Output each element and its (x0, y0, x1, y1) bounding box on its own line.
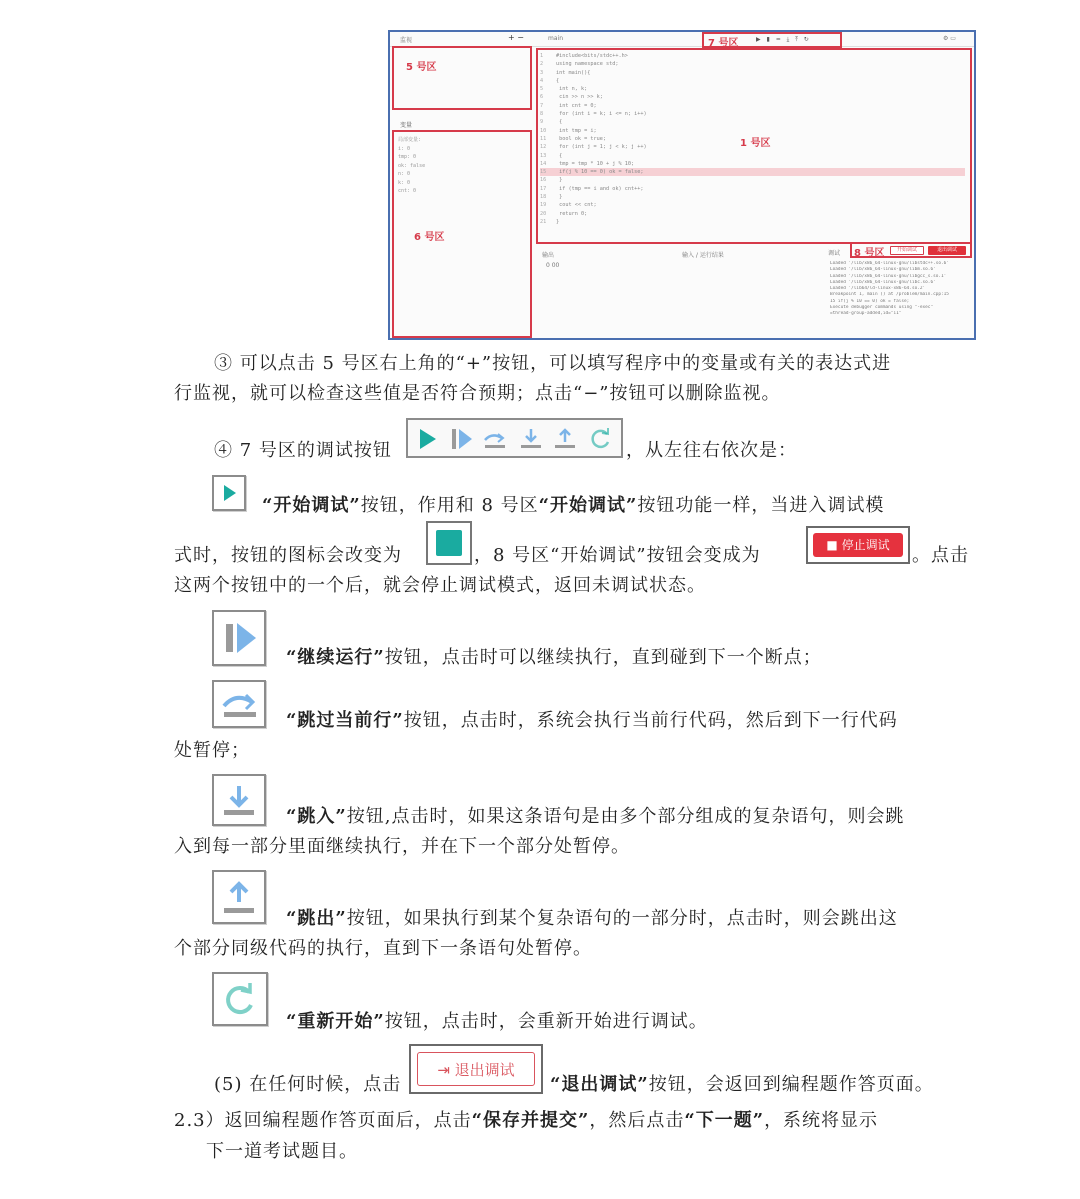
start-debug-line-1 (262, 491, 884, 521)
line-number[interactable]: 9 (540, 119, 544, 126)
exit-icon: ⇥ (437, 1061, 455, 1079)
zone-1-label: 1 号区 (740, 138, 771, 149)
code-text: int tmp = i; (556, 127, 597, 134)
code-line[interactable] (540, 52, 965, 60)
line-number[interactable]: 12 (540, 144, 547, 151)
line-number[interactable]: 11 (540, 135, 547, 142)
start-debug-desc-2: 按钮功能一样，当进入调试模 (637, 495, 885, 516)
variable-item[interactable]: tmp: 0 (398, 154, 417, 160)
line-number[interactable]: 20 (540, 210, 547, 217)
watch-panel-title: 监视 (400, 37, 413, 44)
step-into-name: “跳入” (286, 806, 347, 827)
line-number[interactable]: 19 (540, 202, 547, 209)
zone-7-label: 7 号区 (708, 38, 739, 49)
code-line[interactable] (540, 85, 965, 93)
code-line[interactable] (540, 201, 965, 209)
variable-item[interactable]: n: 0 (398, 171, 411, 177)
variable-item[interactable]: ok: false (398, 162, 426, 169)
step-2-3-prefix: 2.3）返回编程题作答页面后，点击 (174, 1110, 472, 1131)
variable-item[interactable]: cnt: 0 (398, 188, 417, 194)
para-5-suffix (550, 1070, 934, 1100)
code-line[interactable] (540, 210, 965, 218)
variable-item[interactable]: i: 0 (398, 145, 411, 152)
zone-5-label: 5 号区 (406, 62, 437, 73)
console-output (830, 261, 970, 318)
continue-name: “继续运行” (286, 647, 385, 668)
code-line[interactable] (540, 160, 965, 168)
continue-line (286, 643, 822, 673)
step-2-3-suffix: ，系统将显示 (764, 1110, 879, 1131)
line-number[interactable]: 10 (540, 127, 547, 134)
code-line[interactable] (540, 60, 965, 68)
console-line: Loaded '/lib/x86_64-linux-gnu/libgcc_s.so.1' (830, 273, 947, 279)
continue-desc: 按钮，点击时可以继续执行，直到碰到下一个断点； (384, 647, 822, 668)
vars-panel-title: 变量 (400, 122, 413, 129)
play-icon (214, 477, 244, 509)
step-out-line-2: 个部分同级代码的执行，直到下一条语句处暂停。 (174, 938, 592, 959)
code-line[interactable] (540, 193, 965, 201)
stop-debug-button[interactable]: ■ 停止调试 (813, 533, 903, 557)
console-line: Loaded '/lib64/ld-linux-x86-64.so.2' (830, 286, 926, 292)
console-line: 15 if(j % 10 == 0) ok = false; (830, 298, 910, 304)
continue-icon[interactable] (450, 426, 474, 452)
line-number[interactable]: 2 (540, 61, 544, 68)
console-line: Loaded '/lib/x86_64-linux-gnu/libm.so.6' (830, 267, 936, 273)
start-debug-line-2a: 式时，按钮的图标会改变为 (174, 545, 402, 566)
code-line[interactable] (540, 102, 965, 110)
start-debug-name: “开始调试” (262, 495, 361, 516)
ide-screenshot (388, 30, 976, 340)
variable-item[interactable]: k: 0 (398, 179, 411, 186)
code-line[interactable] (540, 176, 965, 184)
line-number[interactable]: 8 (540, 111, 544, 118)
code-text: } (556, 177, 563, 184)
step-out-icon-box (212, 870, 266, 924)
code-text: } (556, 194, 563, 201)
restart-icon (214, 974, 266, 1024)
line-number[interactable]: 3 (540, 69, 544, 76)
stop-square-icon-box (426, 521, 472, 565)
code-line[interactable] (540, 77, 965, 85)
line-number[interactable]: 1 (540, 53, 544, 59)
code-text: for (int i = k; i <= n; i++) (556, 111, 647, 118)
code-line[interactable] (540, 185, 965, 193)
step-out-name: “跳出” (286, 908, 347, 929)
code-text: { (556, 119, 563, 126)
step-over-name: “跳过当前行” (286, 710, 404, 731)
console-line: Breakpoint 1, main () at /problem/main.cpp:15 (830, 292, 949, 298)
restart-icon[interactable] (588, 426, 614, 452)
exit-debug-label: 退出调试 (454, 1061, 515, 1079)
start-debug-button-mini[interactable]: 开始调试 (890, 246, 924, 255)
para-4-suffix: ，从左往右依次是： (626, 440, 797, 461)
console-tab[interactable]: 调试 (828, 250, 841, 257)
variable-item[interactable]: 局部变量: (398, 137, 422, 143)
line-number[interactable]: 16 (540, 177, 547, 184)
ide-top-bar (390, 32, 974, 47)
window-controls-icon[interactable]: ⚙ ▭ (943, 35, 956, 42)
line-number[interactable]: 13 (540, 152, 547, 159)
para-4-prefix: ④ 7 号区的调试按钮 (214, 440, 392, 461)
exit-debug-name: “退出调试” (550, 1074, 649, 1095)
code-text: int cnt = 0; (556, 102, 597, 109)
step-over-line-2: 处暂停； (174, 740, 250, 761)
continue-icon (214, 612, 264, 664)
code-line[interactable] (540, 118, 965, 126)
stop-debug-button-image (806, 526, 910, 564)
zone-5-box (392, 46, 532, 110)
output-value: 0 00 (546, 262, 560, 269)
debug-toolbar-image (406, 418, 623, 458)
stop-square-icon (436, 530, 462, 556)
step-over-icon[interactable] (482, 426, 508, 452)
step-over-icon (214, 682, 264, 726)
exit-debug-button[interactable] (417, 1052, 535, 1086)
step-out-desc: 按钮，如果执行到某个复杂语句的一部分时，点击时，则会跳出这 (346, 908, 898, 929)
console-line: Execute debugger commands using "-exec" (830, 305, 934, 311)
start-debug-icon-box (212, 475, 246, 511)
step-out-line-1 (286, 904, 898, 934)
code-text: return 0; (556, 210, 588, 217)
start-debug-line-2c: 。点击 (912, 545, 969, 566)
step-into-icon-box (212, 774, 266, 826)
code-text: using namespace std; (556, 61, 619, 68)
code-text: #include<bits/stdc++.h> (556, 53, 628, 59)
restart-icon-box (212, 972, 268, 1026)
para-3-line-1: ③ 可以点击 5 号区右上角的“+”按钮，可以填写程序中的变量或有关的表达式进 (214, 353, 892, 374)
output-label: 输出 (542, 252, 555, 259)
code-text: } (556, 218, 560, 225)
input-result-label: 输入 / 运行结果 (682, 252, 724, 259)
step-into-line-2: 入到每一部分里面继续执行，并在下一个部分处暂停。 (174, 836, 630, 857)
code-text: if(j % 10 == 0) ok = false; (556, 169, 644, 176)
code-line[interactable] (540, 69, 965, 77)
code-text: for (int j = 1; j < k; j ++) (556, 144, 647, 151)
step-2-3-mid: ，然后点击 (589, 1110, 685, 1131)
restart-desc: 按钮，点击时，会重新开始进行调试。 (384, 1011, 708, 1032)
code-text: bool ok = true; (556, 135, 606, 142)
exit-debug-button-image (409, 1044, 543, 1094)
para-3-line-2: 行监视，就可以检查这些值是否符合预期；点击“−”按钮可以删除监视。 (174, 383, 781, 404)
exit-debug-button-mini[interactable]: 退出调试 (928, 246, 966, 255)
exit-debug-desc: 按钮，会返回到编程题作答页面。 (648, 1074, 934, 1095)
zone-8-label: 8 号区 (854, 248, 885, 259)
mini-debug-toolbar[interactable]: ▶ ▮ ≃ ⤓ ⤒ ↻ (756, 36, 811, 43)
restart-line (286, 1007, 708, 1037)
step-over-desc: 按钮，点击时，系统会执行当前行代码，然后到下一行代码 (403, 710, 898, 731)
code-line[interactable] (540, 168, 965, 176)
vars-list (398, 136, 425, 196)
code-text: cin >> n >> k; (556, 94, 603, 101)
step-into-desc: 按钮,点击时，如果这条语句是由多个部分组成的复杂语句，则会跳 (346, 806, 905, 827)
line-number[interactable]: 21 (540, 218, 547, 225)
para-5-prefix: (5) 在任何时候，点击 (214, 1074, 402, 1095)
line-number[interactable]: 15 (540, 169, 547, 176)
restart-name: “重新开始” (286, 1011, 385, 1032)
step-into-line-1 (286, 802, 904, 832)
start-debug-name-2: “开始调试” (538, 495, 638, 516)
step-into-icon[interactable] (518, 426, 544, 452)
step-over-icon-box (212, 680, 266, 728)
step-2-3-line-2: 下一道考试题目。 (206, 1141, 358, 1162)
step-out-icon (214, 872, 264, 922)
code-line[interactable] (540, 93, 965, 101)
code-line[interactable] (540, 218, 965, 226)
code-text: cout << cnt; (556, 202, 597, 209)
step-2-3-line-1 (174, 1106, 878, 1136)
line-number[interactable]: 14 (540, 160, 547, 167)
line-number[interactable]: 17 (540, 185, 547, 192)
continue-icon-box (212, 610, 266, 666)
code-text: int n, k; (556, 86, 588, 93)
watch-add-remove-buttons[interactable]: + − (508, 33, 524, 42)
play-icon[interactable] (416, 426, 440, 452)
code-line[interactable] (540, 110, 965, 118)
code-text: if (tmp == i and ok) cnt++; (556, 185, 644, 192)
console-line: Loaded '/lib/x86_64-linux-gnu/libstdc++.so.6' (830, 261, 949, 266)
console-line: Loaded '/lib/x86_64-linux-gnu/libc.so.6' (830, 279, 936, 285)
line-number[interactable]: 5 (540, 86, 544, 93)
start-debug-desc: 按钮，作用和 8 号区 (360, 495, 539, 516)
code-text: { (556, 152, 563, 159)
step-out-icon[interactable] (552, 426, 578, 452)
console-line: =thread-group-added,id="i1" (830, 311, 902, 317)
line-number[interactable]: 4 (540, 77, 544, 84)
save-submit-name: “保存并提交” (471, 1110, 590, 1131)
code-line[interactable] (540, 152, 965, 160)
code-text: int main(){ (556, 69, 591, 76)
zone-6-label: 6 号区 (414, 232, 445, 243)
start-debug-line-3: 这两个按钮中的一个后，就会停止调试模式，返回未调试状态。 (174, 575, 706, 596)
code-text: tmp = tmp * 10 + j % 10; (556, 160, 635, 167)
line-number[interactable]: 6 (540, 94, 544, 101)
line-number[interactable]: 7 (540, 102, 544, 109)
line-number[interactable]: 18 (540, 194, 547, 201)
next-question-name: “下一题” (684, 1110, 765, 1131)
file-tab[interactable]: main (548, 35, 563, 42)
code-text: { (556, 77, 560, 84)
step-over-line-1 (286, 706, 898, 736)
step-into-icon (214, 776, 264, 824)
start-debug-line-2b: ，8 号区“开始调试”按钮会变成为 (474, 545, 761, 566)
